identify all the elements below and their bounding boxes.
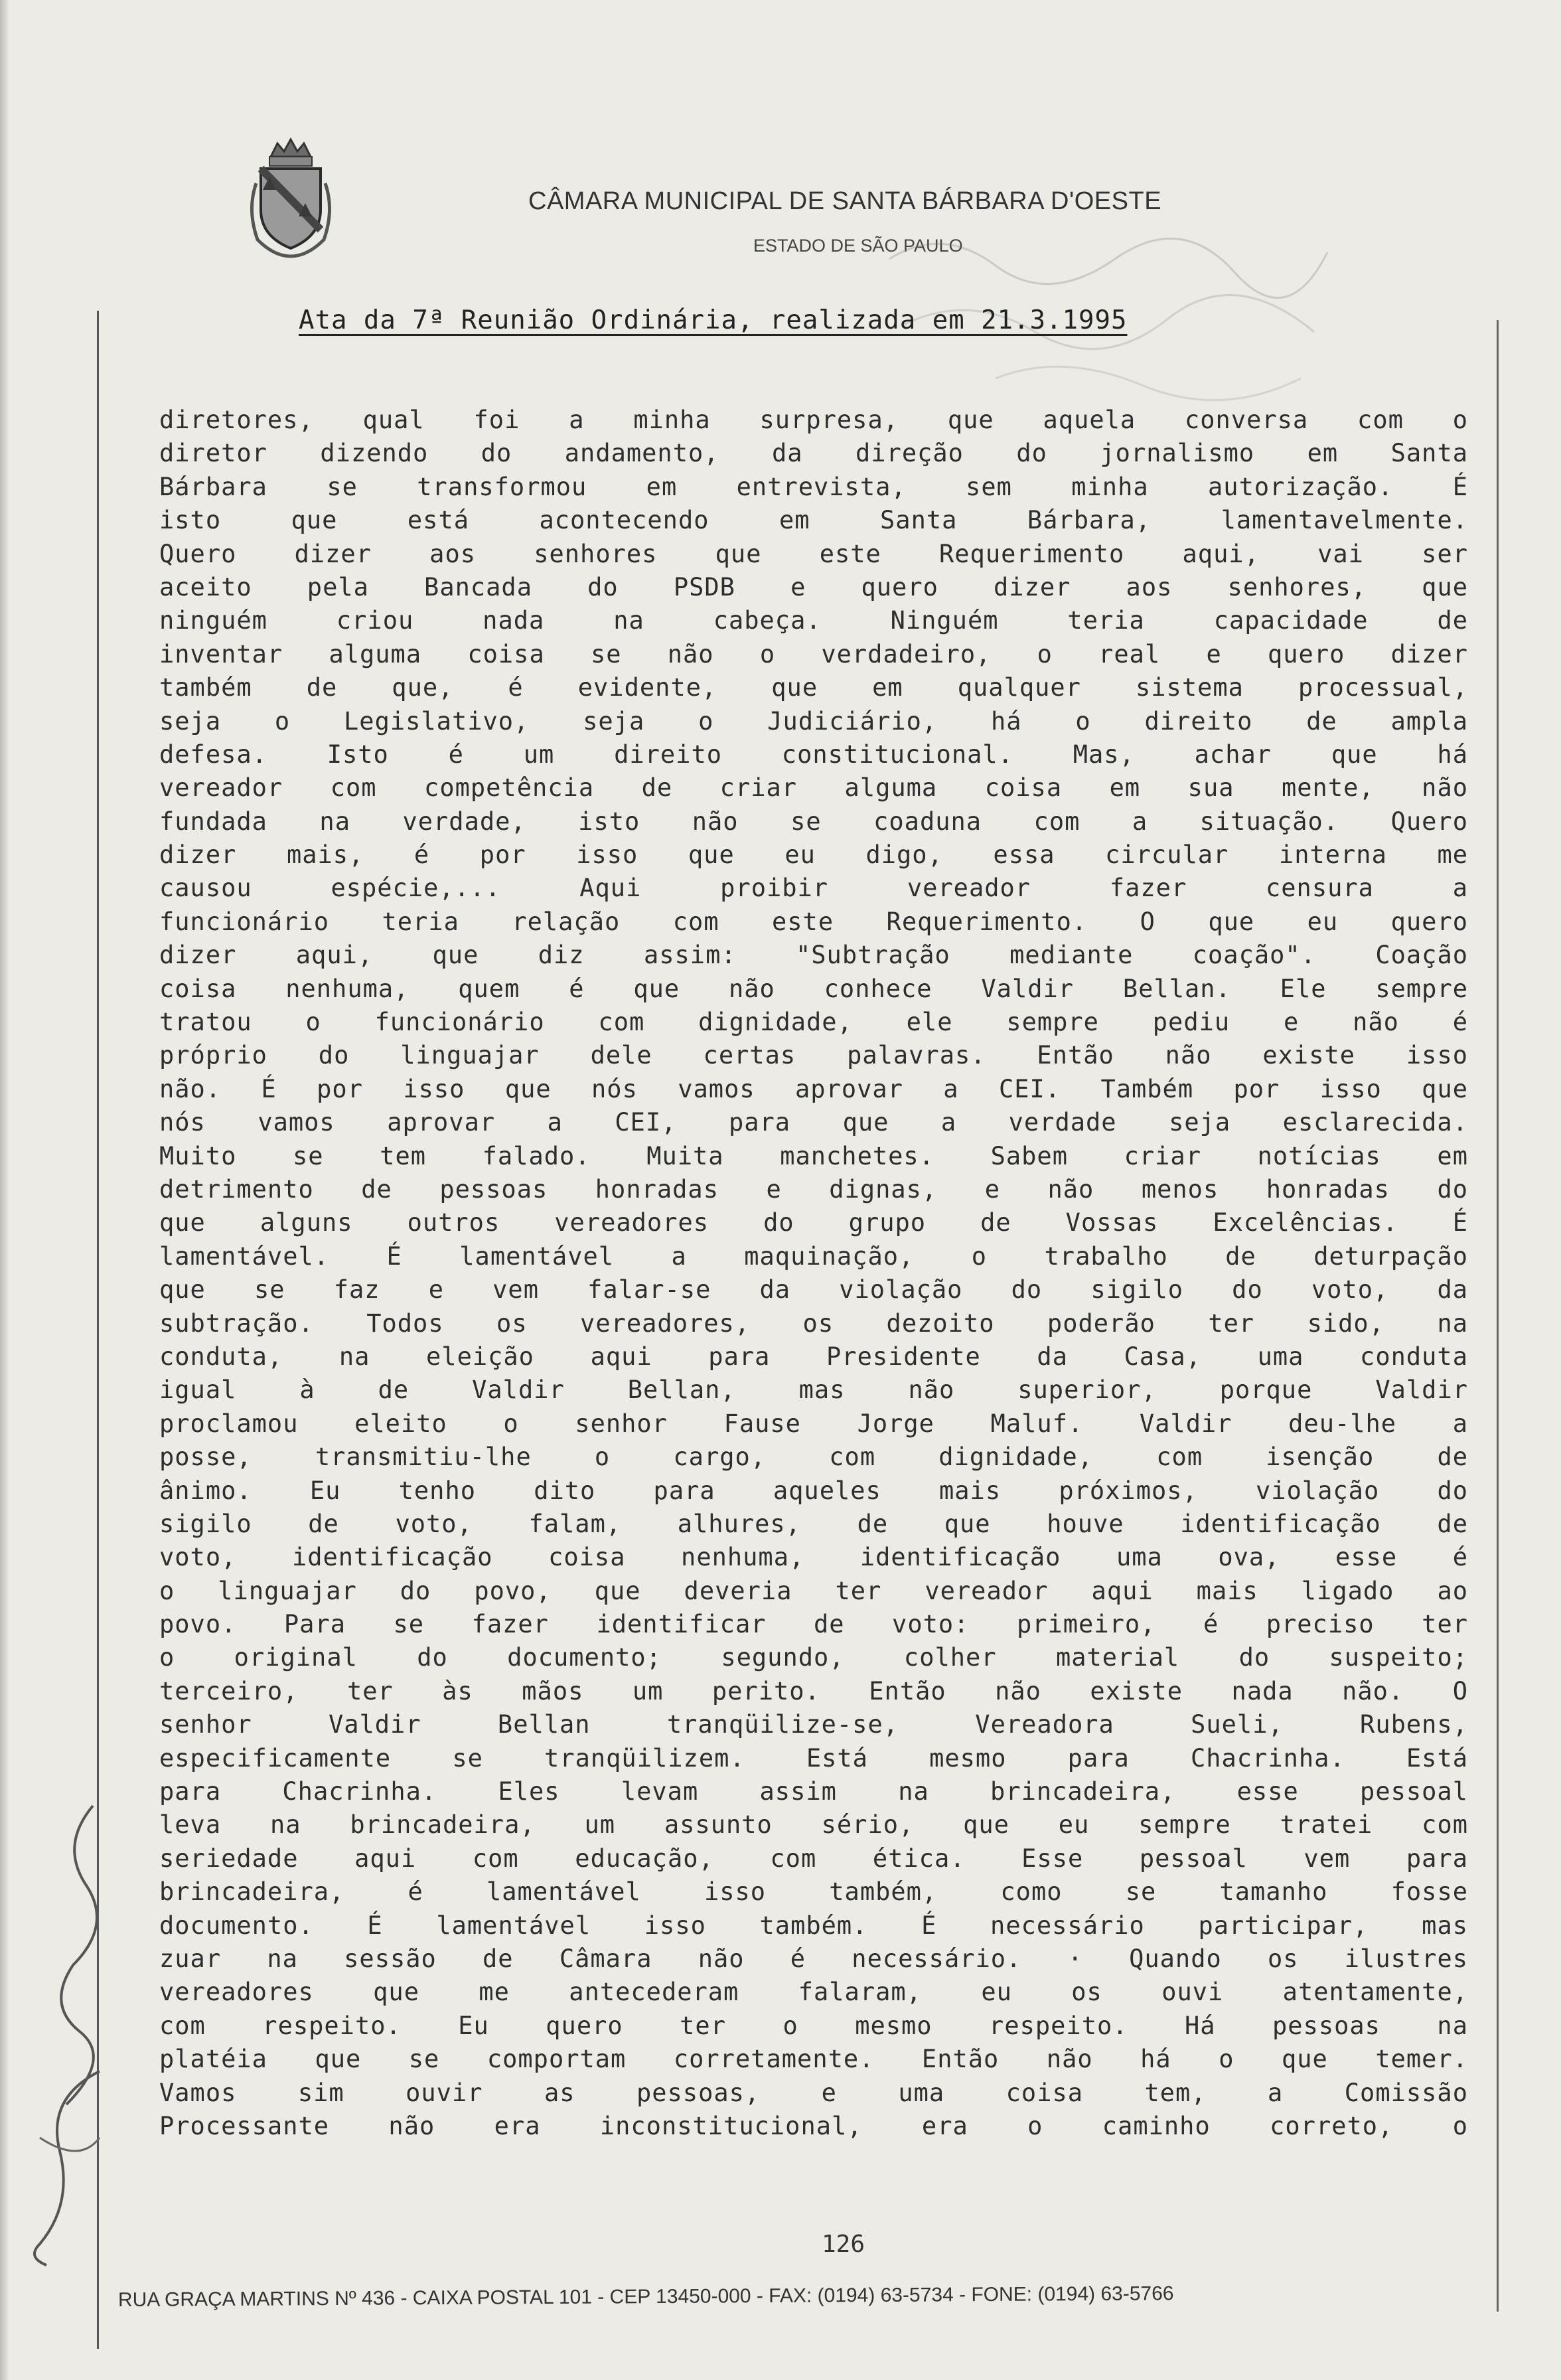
- body-line: diretor dizendo do andamento, da direção do jornalismo em Santa: [159, 439, 1468, 468]
- body-line: próprio do linguajar dele certas palavras. Então não existe isso: [159, 1041, 1468, 1070]
- municipal-coat-of-arms-icon: [244, 130, 337, 263]
- body-line: ânimo. Eu tenho dito para aqueles mais próximos, violação do: [159, 1476, 1468, 1505]
- body-line: conduta, na eleição aqui para Presidente da Casa, uma conduta: [159, 1342, 1468, 1371]
- body-line: subtração. Todos os vereadores, os dezoito poderão ter sido, na: [159, 1309, 1468, 1338]
- institution-name: CÂMARA MUNICIPAL DE SANTA BÁRBARA D'OESTE: [528, 187, 1162, 215]
- body-line: funcionário teria relação com este Requerimento. O que eu quero: [159, 907, 1468, 936]
- body-line: que se faz e vem falar-se da violação do sigilo do voto, da: [159, 1275, 1468, 1305]
- body-line: inventar alguma coisa se não o verdadeiro, o real e quero dizer: [159, 639, 1468, 669]
- body-line: posse, transmitiu-lhe o cargo, com dignidade, com isenção de: [159, 1443, 1468, 1472]
- body-line: senhor Valdir Bellan tranqüilize-se, Vereadora Sueli, Rubens,: [159, 1710, 1468, 1739]
- body-line: fundada na verdade, isto não se coaduna com a situação. Quero: [159, 807, 1468, 836]
- body-line: tratou o funcionário com dignidade, ele sempre pediu e não é: [159, 1008, 1468, 1037]
- body-line: para Chacrinha. Eles levam assim na brincadeira, esse pessoal: [159, 1777, 1468, 1806]
- body-line: igual à de Valdir Bellan, mas não superior, porque Valdir: [159, 1376, 1468, 1405]
- body-line: coisa nenhuma, quem é que não conhece Valdir Bellan. Ele sempre: [159, 974, 1468, 1003]
- body-line: seja o Legislativo, seja o Judiciário, há o direito de ampla: [159, 706, 1468, 736]
- body-line: platéia que se comportam corretamente. Então não há o que temer.: [159, 2045, 1468, 2074]
- body-line: dizer aqui, que diz assim: "Subtração mediante coação". Coação: [159, 941, 1468, 970]
- body-line: nós vamos aprovar a CEI, para que a verdade seja esclarecida.: [159, 1108, 1468, 1137]
- body-line: lamentável. É lamentável a maquinação, o trabalho de deturpação: [159, 1241, 1468, 1271]
- body-line: Muito se tem falado. Muita manchetes. Sabem criar notícias em: [159, 1141, 1468, 1170]
- state-name: ESTADO DE SÃO PAULO: [753, 236, 963, 256]
- footer-address: RUA GRAÇA MARTINS Nº 436 - CAIXA POSTAL 101 - CEP 13450-000 - FAX: (0194) 63-5734 - FONE: (0194) 63-5766: [117, 2282, 1174, 2311]
- body-line: detrimento de pessoas honradas e dignas, e não menos honradas do: [159, 1174, 1468, 1204]
- body-line: isto que está acontecendo em Santa Bárbara, lamentavelmente.: [159, 506, 1468, 535]
- body-line: ninguém criou nada na cabeça. Ninguém teria capacidade de: [159, 606, 1468, 635]
- body-line: também de que, é evidente, que em qualquer sistema processual,: [159, 673, 1468, 702]
- body-line: diretores, qual foi a minha surpresa, que aquela conversa com o: [159, 406, 1468, 434]
- body-line: sigilo de voto, falam, alhures, de que houve identificação de: [159, 1509, 1468, 1538]
- body-line: o linguajar do povo, que deveria ter vereador aqui mais ligado ao: [159, 1576, 1468, 1605]
- right-margin-rule: [1497, 320, 1499, 2312]
- body-line: vereadores que me antecederam falaram, eu os ouvi atentamente,: [159, 1978, 1468, 2007]
- body-line: vereador com competência de criar alguma coisa em sua mente, não: [159, 773, 1468, 803]
- body-line: Vamos sim ouvir as pessoas, e uma coisa tem, a Comissão: [159, 2078, 1468, 2107]
- body-line: zuar na sessão de Câmara não é necessário. · Quando os ilustres: [159, 1944, 1468, 1973]
- body-line: não. É por isso que nós vamos aprovar a CEI. Também por isso que: [159, 1074, 1468, 1103]
- body-line: especificamente se tranqüilizem. Está mesmo para Chacrinha. Está: [159, 1743, 1468, 1773]
- body-line: terceiro, ter às mãos um perito. Então não existe nada não. O: [159, 1676, 1468, 1706]
- page-number: 126: [822, 2231, 865, 2258]
- body-line: aceito pela Bancada do PSDB e quero dizer aos senhores, que: [159, 572, 1468, 601]
- body-line: que alguns outros vereadores do grupo de Vossas Excelências. É: [159, 1208, 1468, 1237]
- body-line: defesa. Isto é um direito constitucional. Mas, achar que há: [159, 740, 1468, 769]
- body-line: seriedade aqui com educação, com ética. Esse pessoal vem para: [159, 1844, 1468, 1873]
- body-line: Bárbara se transformou em entrevista, sem minha autorização. É: [159, 472, 1468, 501]
- minutes-title: Ata da 7ª Reunião Ordinária, realizada em 21.3.1995: [299, 305, 1128, 335]
- body-line: povo. Para se fazer identificar de voto: primeiro, é preciso ter: [159, 1610, 1468, 1639]
- body-line: o original do documento; segundo, colher material do suspeito;: [159, 1643, 1468, 1672]
- body-line: Processante não era inconstitucional, era o caminho correto, o: [159, 2111, 1468, 2140]
- body-line: proclamou eleito o senhor Fause Jorge Maluf. Valdir deu-lhe a: [159, 1409, 1468, 1438]
- body-line: documento. É lamentável isso também. É necessário participar, mas: [159, 1911, 1468, 1940]
- margin-signature: [20, 1792, 119, 2270]
- scanned-page-edge: [0, 0, 9, 2380]
- body-line: dizer mais, é por isso que eu digo, essa circular interna me: [159, 840, 1468, 870]
- body-line: causou espécie,... Aqui proibir vereador fazer censura a: [159, 874, 1468, 903]
- body-line: leva na brincadeira, um assunto sério, que eu sempre tratei com: [159, 1810, 1468, 1840]
- body-line: voto, identificação coisa nenhuma, identificação uma ova, esse é: [159, 1543, 1468, 1572]
- minutes-body: [159, 404, 1468, 2143]
- body-line: com respeito. Eu quero ter o mesmo respeito. Há pessoas na: [159, 2011, 1468, 2040]
- body-line: brincadeira, é lamentável isso também, como se tamanho fosse: [159, 1877, 1468, 1907]
- body-line: Quero dizer aos senhores que este Requerimento aqui, vai ser: [159, 539, 1468, 568]
